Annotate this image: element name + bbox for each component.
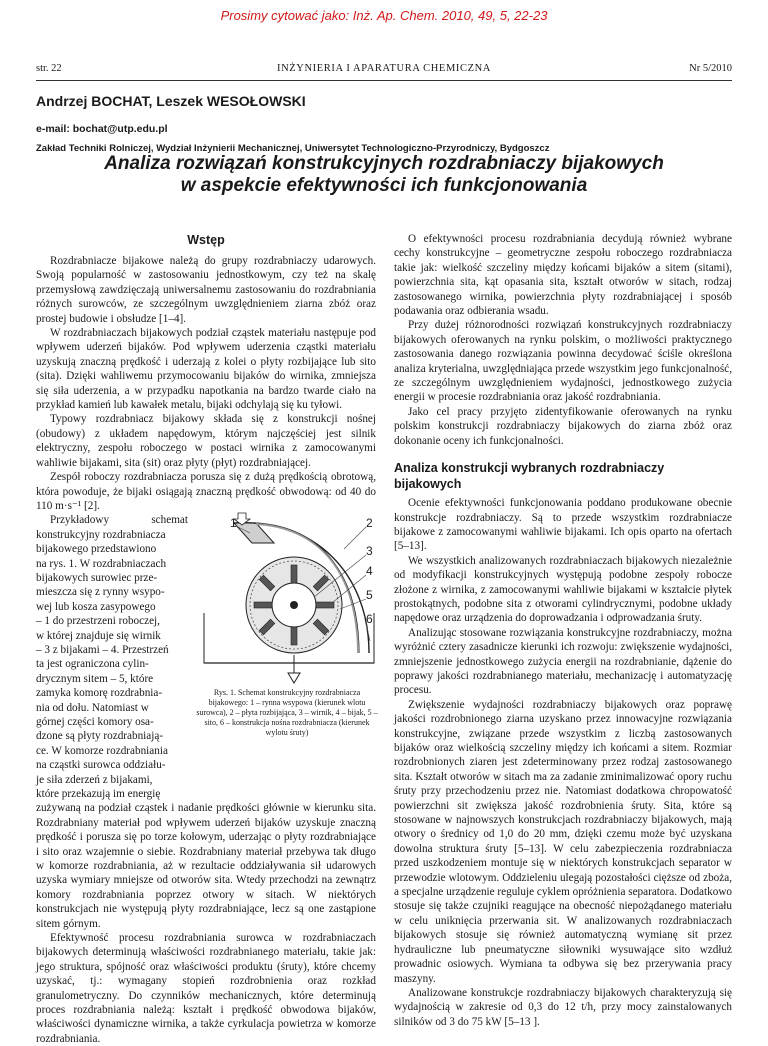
- label-5: 5: [366, 588, 373, 603]
- journal-name: INŻYNIERIA I APARATURA CHEMICZNA: [277, 63, 491, 74]
- paragraph: Zwiększenie wydajności rozdrabniaczy bijakowych oraz poprawę jakości rozdrobnionego ziarna uzyskano przez innowacyjne rozwiązania konstrukcyjne, związane przede wszystkim z liczbą zastosowanych bijaków oraz wielkością szczeliny między ich końcami a sitem. Rozmiar rozdrobnionych ziaren jest zdeterminowany przez rodzaj zastosowanego sita. Kształt otworów w sitach ma za zadanie zminimalizować opory ruchu śruty przy przechodzeniu przez nie. Natomiast dodatkowa chropowatość powierzchni sit zwiększa jakość rozdrobnienia śruty. Sita, które są stosowane w najnowszych konstrukcjach rozdrabniaczy bijakowych, mają otwory o średnicy od 1,0 do 20 mm, dzięki czemu może być uzyskana dowolna struktura śruty [5–13]. W celu zabezpieczenia rozdrabniacza przed uszkodzeniem montuje się w niektórych konstrukcjach separator w przewodzie wlotowym. Oddzieleniu ulegają pozostałości cięższe od zboża, a specjalne urządzenie reguluje cyklem opróżnienia separatora. Dodatkowo stosuje się także czujniki reagujące na obecność niepożądanego materiału w celu uniknięcia przerwania sit. W analizowanych rozdrabniaczach bijakowych stosuje się również automatyczną wymianę sit przez hydrauliczne lub pneumatyczne siłowniki wysuwające sito wzdłuż prowadnic osiowych. Wymiana ta odbywa się bez przerywania pracy maszyny.: [394, 698, 732, 985]
- issue-number: Nr 5/2010: [689, 63, 732, 74]
- paragraph: zużywaną na podział cząstek i nadanie prędkości głównie w kierunku sita. Rozdrabniany materiał pod wpływem uderzeń bijaków uzyskuje znaczną prędkość i porusza się po torze kołowym, uderzając o płyty rozdrabniające i sito oraz wzajemnie o siebie. Rozdrabniany materiał przebywa tak długo w komorze rozdrabniania, aż w rezultacie oddziaływania sił udarowych uzyska wymiary mniejsze od otworów sita. Wtedy przechodzi na zewnątrz komory rozdrabniania poprzez otwory w sitach. W niektórych konstrukcjach nie występują płyty rozdrabniające, lecz są one zastąpione sitem górnym.: [36, 802, 376, 930]
- wrap-line: zamyka komorę rozdrabnia-: [36, 687, 163, 700]
- wrap-line: konstrukcyjny rozdrabniacza: [36, 528, 166, 541]
- paragraph: Efektywność procesu rozdrabniania surowca w rozdrabniaczach bijakowych determinują właściwości rozdrabnianego materiału, takie jak: jego struktura, spójność oraz właściwości produktu (śruty), które chcemy uzyskać, tj.: wymagany stopień rozdrobnienia oraz rozkład granulometryczny. Do czynników mechanicznych, które determinują proces rozdrabniania należą: kształt i prędkość obwodowa bijaków, właściwości dynamiczne wirnika, a także cyrkulacja powietrza w komorze rozdrabniania.: [36, 931, 376, 1045]
- wrap-line: w której znajduje się wirnik: [36, 629, 161, 642]
- wrap-line: wej lub kosza zasypowego: [36, 600, 156, 613]
- paragraph: Analizowane konstrukcje rozdrabniaczy bijakowych charakteryzują się wydajnością w zakresie od 0,3 do 12 t/h, przy mocy zainstalowanych silników od 3 do 75 kW [5–13 ].: [394, 986, 732, 1028]
- section-heading-analysis: Analiza konstrukcji wybranych rozdrabniaczy bijakowych: [394, 461, 665, 492]
- right-column: [394, 232, 732, 1029]
- paper-title: [60, 153, 708, 197]
- label-6: 6: [366, 612, 373, 627]
- wrap-line: Przykładowy schemat: [50, 514, 188, 527]
- title-line-1: Analiza rozwiązań konstrukcyjnych rozdrabniaczy bijakowych: [104, 153, 664, 174]
- wrap-line: ta jest ograniczona cylin-: [36, 658, 149, 671]
- figure-block: [36, 513, 378, 1045]
- rotor-hub: [290, 601, 298, 609]
- header-rule: [36, 80, 732, 81]
- paragraph: Przy dużej różnorodności rozwiązań konstrukcyjnych rozdrabniaczy bijakowych oferowanych na rynku polskim, o możliwości praktycznego zastosowania danego rozwiązania powinna decydować ściśle określona analiza kryterialna, uwzględniająca przede wszystkim jego funkcjonalność, ze szczególnym uwzględnieniem wydajności, jednostkowego zużycia energii w procesie rozdrabniania oraz jakość rozdrabniania.: [394, 319, 732, 404]
- outlet-arrow-icon: [288, 673, 300, 683]
- wrap-line: na rys. 1. W rozdrabniaczach: [36, 557, 167, 570]
- title-line-2: w aspekcie efektywności ich funkcjonowania: [180, 175, 588, 196]
- paragraph: Typowy rozdrabniacz bijakowy składa się z konstrukcji nośnej (obudowy) z układem napędowym, którym najczęściej jest silnik elektryczny, zespołu roboczego w postaci wirnika z zamocowanymi wahliwie bijakami, sita (sit) oraz płyty (płyt) rozdrabniającej.: [36, 413, 376, 469]
- figure-wrap-text: [36, 513, 188, 801]
- wrap-line: mieszcza się z rynny wsypo-: [36, 586, 165, 599]
- paragraph: O efektywności procesu rozdrabniania decydują również wybrane cechy konstrukcyjne – geometryczne zespołu roboczego rozdrabniacza takie jak: wielkość szczeliny między końcami bijaków a sitem (sitami), powierzchnia sita, kąt opasania sita, kształt otworów w sitach, rodzaj zastosowanego wirnika, powierzchnia płyty rozdrabniającej i sposób podawania oraz odbierania wsadu.: [394, 233, 732, 318]
- page-number: str. 22: [36, 63, 62, 74]
- hammer-mill-diagram: [194, 513, 378, 688]
- wrap-line: bijakowego przedstawiono: [36, 543, 157, 556]
- label-2: 2: [366, 516, 373, 531]
- paragraph: Analizując stosowane rozwiązania konstrukcyjne rozdrabniaczy, można wyróżnić cztery zasadnicze kierunki ich rozwoju: zwiększenie wydajności, zmniejszenie jednostkowego zużycia energii na rozdrabnianie, dążenie do poprawy jakości rozdrabnianego materiału, mechanizację i automatyzację procesu.: [394, 626, 732, 697]
- authors: Andrzej BOCHAT, Leszek WESOŁOWSKI: [36, 93, 306, 109]
- label-1: 1: [230, 516, 237, 531]
- left-column: [36, 232, 378, 1045]
- wrap-line: drycznym sitem – 5, które: [36, 672, 154, 685]
- wrap-line: ce. W komorze rozdrabniania: [36, 744, 168, 757]
- wrap-line: które przekazują im energię: [36, 788, 161, 801]
- author-email[interactable]: e-mail: bochat@utp.edu.pl: [36, 123, 168, 135]
- paragraph: Ocenie efektywności funkcjonowania poddano produkowane obecnie konstrukcje rozdrabniaczy. Są to przede wszystkim rozdrabniacze bijakowe z zamocowanymi wahliwie bijakami. Ich opis oparto na ofertach [5–13].: [394, 497, 732, 553]
- citation-notice: Prosimy cytować jako: Inż. Ap. Chem. 2010, 49, 5, 22-23: [220, 8, 548, 23]
- label-3: 3: [366, 544, 373, 559]
- running-head: [36, 63, 732, 79]
- left-continuation: [36, 801, 376, 1046]
- wrap-line: górnej części komory osa-: [36, 716, 154, 728]
- label-4: 4: [366, 564, 373, 579]
- paragraph: Rozdrabniacze bijakowe należą do grupy rozdrabniaczy udarowych. Swoją popularność w zastosowaniu jednostkowym, czy też na skalę przemysłową zawdzięczają uniwersalnemu zastosowaniu do rozdrabniania różnych surowców, ze szczególnym uwzględnieniem ziarna zbóż oraz prostej budowie i obsłudze [1–4].: [36, 255, 376, 325]
- wrap-line: je siła zderzeń z bijakami,: [36, 773, 153, 786]
- figure-caption: Rys. 1. Schemat konstrukcyjny rozdrabniacza bijakowego: 1 – rynna wsypowa (kierunek wlotu surowca), 2 – płyta rozbijająca, 3 – wirnik, 4 – bijak, 5 – sito, 6 – konstrukcja nośna rozdrabniacza (kierunek wylotu śruty): [196, 688, 378, 738]
- diagram-svg: [194, 513, 378, 688]
- wrap-line: – 3 z bijakami – 4. Przestrzeń: [36, 643, 169, 656]
- wrap-line: na cząstki surowca oddziału-: [36, 759, 166, 772]
- wrap-line: – 1 do przestrzeni roboczej,: [36, 615, 160, 628]
- paragraph: W rozdrabniaczach bijakowych podział cząstek materiału następuje pod wpływem uderzeń bijaków. Pod wpływem uderzenia cząstki materiału uzyskują znaczną prędkość i uderzają z kolei o płyty rozbijające lub sito (sita). Dzięki wahliwemu przymocowaniu bijaków do wirnika, zmniejsza się siła uderzenia, a w przypadku napotkania na bardzo twarde ciało na przykład kamień lub kawałek metalu, bijaki odchylają się ku tyłowi.: [36, 327, 376, 412]
- section-heading-intro: Wstęp: [187, 233, 225, 247]
- paragraph: Zespół roboczy rozdrabniacza porusza się z dużą prędkością obrotową, która powoduje, że bijaki osiągają znaczną prędkość obwodową: od 40 do 110 m·s⁻¹ [2].: [36, 471, 376, 512]
- affiliation: Zakład Techniki Rolniczej, Wydział Inżynierii Mechanicznej, Uniwersytet Technologiczno-Przyrodniczy, Bydgoszcz: [36, 143, 550, 154]
- wrap-line: bijakowych surowiec prze-: [36, 571, 158, 584]
- wrap-line: nia od dołu. Natomiast w: [36, 701, 149, 714]
- paragraph: We wszystkich analizowanych rozdrabniaczach bijakowych niezależnie od modyfikacji konstrukcyjnych występują podobne zespoły robocze złożone z wirnika, z zamocowanymi wahliwie bijakami w kształcie płytek prostokątnych, podobne sita z otworami cylindrycznymi, podobne układy napędowe oraz urządzenia do doprowadzania i odprowadzania śruty.: [394, 554, 732, 625]
- wrap-line: dzone są płyty rozdrabniają-: [36, 730, 164, 743]
- paragraph: Jako cel pracy przyjęto zidentyfikowanie oferowanych na rynku polskim konstrukcji rozdrabniaczy bijakowych do ziarna zbóż oraz dokonanie oceny ich funkcjonalności.: [394, 405, 732, 447]
